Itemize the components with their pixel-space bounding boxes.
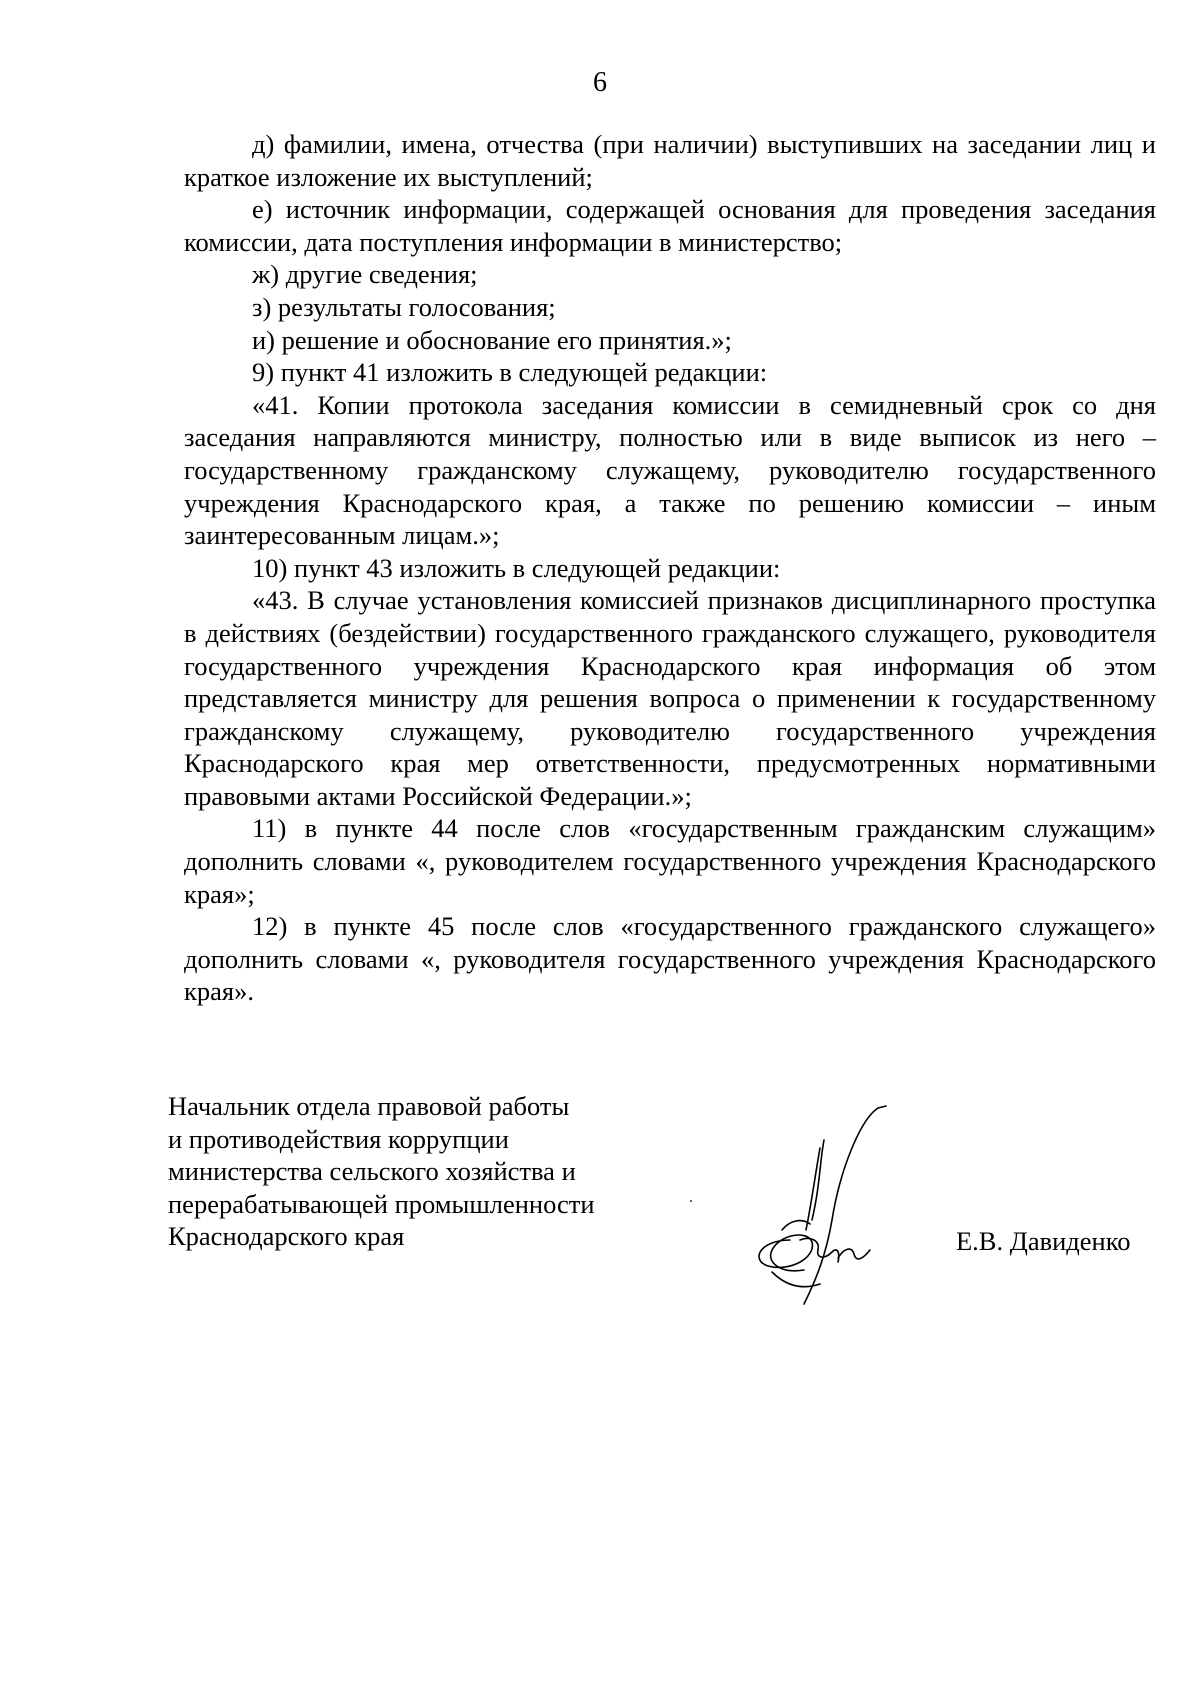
paragraph-zh: ж) другие сведения; (252, 259, 478, 290)
paragraph-clause-43: «43. В случае установления комиссией признаков дисциплинарного проступка в действиях (бездействии) государственного гражданского служащего, руководителя государственного учреждения Краснодарского края информация об этом представляется министру для решения вопроса о применении к государственному гражданскому служащему, руководителю государственного учреждения Краснодарского края мер ответственности, предусмотренных нормативными правовыми актами Российской Федерации.»; (184, 585, 1156, 811)
signer-position-line: и противодействия коррупции (168, 1123, 509, 1154)
signer-name: Е.В. Давиденко (956, 1226, 1131, 1256)
handwritten-signature (720, 1090, 920, 1310)
page-number: 6 (593, 67, 607, 98)
paragraph-z: з) результаты голосования; (252, 291, 556, 322)
signer-position-line: министерства сельского хозяйства и (168, 1156, 576, 1187)
document-body (184, 128, 1156, 1008)
paragraph-item-10: 10) пункт 43 изложить в следующей редакции: (252, 552, 781, 583)
scan-dot (690, 1200, 692, 1202)
signer-position-line: Начальник отдела правовой работы (168, 1091, 570, 1121)
paragraph-e: е) источник информации, содержащей основания для проведения заседания комиссии, дата поступления информации в министерство; (184, 194, 1156, 257)
paragraph-i: и) решение и обоснование его принятия.»; (252, 324, 732, 355)
paragraph-item-12: 12) в пункте 45 после слов «государственного гражданского служащего» дополнить словами «, руководителя государственного учреждения Краснодарского края». (184, 911, 1156, 1007)
paragraph-d: д) фамилии, имена, отчества (при наличии) выступивших на заседании лиц и краткое изложение их выступлений; (184, 129, 1156, 192)
signer-position-line: Краснодарского края (168, 1221, 405, 1252)
signer-position-line: перерабатывающей промышленности (168, 1188, 595, 1219)
paragraph-clause-41: «41. Копии протокола заседания комиссии в семидневный срок со дня заседания направляются министру, полностью или в виде выписок из него – государственному гражданскому служащему, руководителю государственного учреждения Краснодарского края, а также по решению комиссии – иным заинтересованным лицам.»; (184, 389, 1156, 551)
paragraph-item-9: 9) пункт 41 изложить в следующей редакции: (252, 357, 768, 388)
signer-position (168, 1090, 688, 1253)
paragraph-item-11: 11) в пункте 44 после слов «государственным гражданским служащим» дополнить словами «, руководителем государственного учреждения Краснодарского края»; (184, 813, 1156, 909)
